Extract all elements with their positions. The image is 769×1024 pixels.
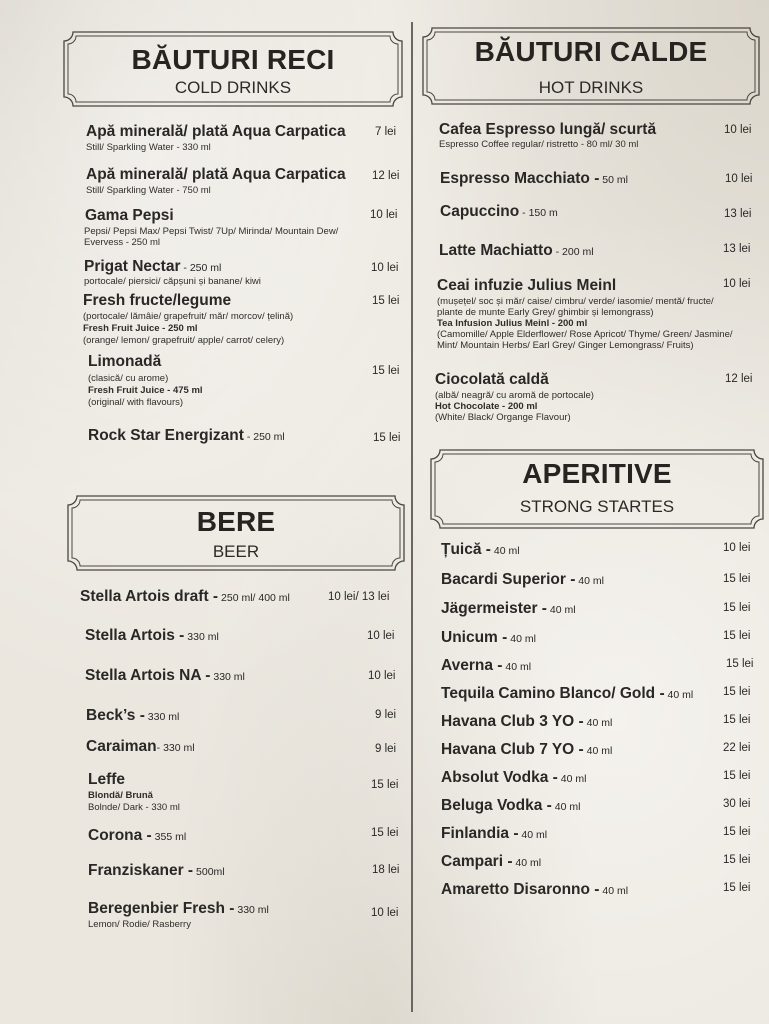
item-price: 15 lei — [723, 882, 751, 894]
item-name: Unicum - 40 ml — [441, 629, 536, 646]
section-subtitle: BEER — [212, 542, 260, 561]
item-price: 10 lei — [724, 124, 752, 136]
item-name: Absolut Vodka - 40 ml — [441, 769, 587, 786]
item-price: 15 lei — [723, 854, 751, 866]
item-description: Evervess - 250 ml — [84, 237, 161, 248]
item-description: Still/ Sparkling Water - 750 ml — [86, 185, 211, 196]
item-name: Prigat Nectar - 250 ml — [84, 258, 222, 275]
item-price: 10 lei — [368, 670, 396, 682]
item-price: 9 lei — [375, 709, 397, 721]
item-name: Havana Club 7 YO - 40 ml — [441, 741, 613, 758]
item-name: Caraiman- 330 ml — [86, 738, 195, 755]
item-name: Amaretto Disaronno - 40 ml — [441, 881, 629, 898]
item-price: 15 lei — [723, 686, 751, 698]
item-description: Bolnde/ Dark - 330 ml — [88, 802, 180, 813]
section-subtitle: STRONG STARTES — [519, 497, 675, 516]
item-price: 10 lei — [371, 262, 399, 274]
section-subtitle: COLD DRINKS — [174, 78, 292, 97]
item-name: Espresso Macchiato - 50 ml — [440, 170, 628, 187]
item-price: 12 lei — [725, 373, 753, 385]
item-price: 10 lei/ 13 lei — [328, 591, 390, 603]
item-name: Apă minerală/ plată Aqua Carpatica — [86, 166, 346, 183]
section-title: BĂUTURI RECI — [131, 44, 335, 75]
item-price: 10 lei — [367, 630, 395, 642]
item-price: 15 lei — [723, 630, 751, 642]
item-price: 15 lei — [372, 365, 400, 377]
item-price: 12 lei — [372, 170, 400, 182]
item-price: 30 lei — [723, 798, 751, 810]
cold-drinks-sign — [62, 30, 404, 108]
item-name: Ciocolată caldă — [435, 371, 549, 388]
item-price: 18 lei — [372, 864, 400, 876]
item-name: Corona - 355 ml — [88, 827, 187, 844]
item-name: Ceai infuzie Julius Meinl — [437, 277, 617, 294]
item-name: Campari - 40 ml — [441, 853, 542, 870]
item-description: Still/ Sparkling Water - 330 ml — [86, 142, 211, 153]
item-name: Apă minerală/ plată Aqua Carpatica — [86, 123, 346, 140]
item-name: Limonadă — [88, 353, 162, 370]
item-name: Beck’s - 330 ml — [86, 707, 180, 724]
item-name: Capuccino - 150 m — [440, 203, 558, 220]
item-description: Hot Chocolate - 200 ml — [435, 401, 538, 412]
item-description: (albă/ neagră/ cu aromă de portocale) — [435, 390, 594, 401]
item-price: 7 lei — [375, 126, 397, 138]
item-price: 22 lei — [723, 742, 751, 754]
item-description: (Camomille/ Apple Elderflower/ Rose Apricot/ Thyme/ Green/ Jasmine/ — [437, 329, 733, 340]
item-price: 15 lei — [723, 770, 751, 782]
item-price: 10 lei — [370, 209, 398, 221]
item-description: (mușețel/ soc și măr/ caise/ cimbru/ verde/ iasomie/ mentă/ fructe/ — [437, 296, 714, 307]
item-price: 15 lei — [723, 826, 751, 838]
item-price: 10 lei — [371, 907, 399, 919]
item-name: Havana Club 3 YO - 40 ml — [441, 713, 613, 730]
section-title: BERE — [196, 506, 276, 537]
item-name: Cafea Espresso lungă/ scurtă — [439, 121, 657, 138]
item-description: (clasică/ cu arome) — [88, 373, 169, 384]
item-description: Fresh Fruit Juice - 250 ml — [83, 323, 198, 334]
item-name: Leffe — [88, 771, 126, 788]
item-name: Stella Artois draft - 250 ml/ 400 ml — [80, 588, 290, 605]
item-description: (orange/ lemon/ grapefruit/ apple/ carrot/ celery) — [83, 335, 285, 346]
item-price: 10 lei — [725, 173, 753, 185]
item-price: 9 lei — [375, 743, 397, 755]
item-description: (portocale/ lămâie/ grapefruit/ măr/ morcov/ țelină) — [83, 311, 294, 322]
item-description: Mint/ Mountain Herbs/ Earl Grey/ Ginger Lemongrass/ Fruits) — [437, 340, 694, 351]
item-description: (White/ Black/ Organge Flavour) — [435, 412, 571, 423]
item-description: Tea Infusion Julius Meinl - 200 ml — [437, 318, 588, 329]
item-name: Finlandia - 40 ml — [441, 825, 548, 842]
item-price: 15 lei — [372, 295, 400, 307]
hot-drinks-sign — [421, 26, 761, 106]
item-price: 13 lei — [723, 243, 751, 255]
item-price: 10 lei — [723, 542, 751, 554]
item-name: Bacardi Superior - 40 ml — [441, 571, 604, 588]
item-description: Espresso Coffee regular/ ristretto - 80 ml/ 30 ml — [439, 139, 639, 150]
item-name: Jägermeister - 40 ml — [441, 600, 576, 617]
section-title: APERITIVE — [522, 458, 672, 489]
item-name: Stella Artois - 330 ml — [85, 627, 219, 644]
item-name: Țuică - 40 ml — [441, 541, 520, 558]
item-price: 15 lei — [723, 573, 751, 585]
aperitive-sign — [429, 448, 765, 530]
column-divider — [411, 22, 413, 1012]
item-price: 15 lei — [723, 714, 751, 726]
item-name: Latte Machiatto - 200 ml — [439, 242, 594, 259]
item-name: Fresh fructe/legume — [83, 292, 232, 309]
item-price: 15 lei — [371, 827, 399, 839]
item-price: 15 lei — [726, 658, 754, 670]
section-subtitle: HOT DRINKS — [538, 78, 644, 97]
item-price: 13 lei — [724, 208, 752, 220]
item-name: Beluga Vodka - 40 ml — [441, 797, 581, 814]
item-price: 15 lei — [723, 602, 751, 614]
section-title: BĂUTURI CALDE — [474, 36, 708, 67]
item-description: Lemon/ Rodie/ Rasberry — [88, 919, 191, 930]
item-price: 15 lei — [373, 432, 401, 444]
item-name: Beregenbier Fresh - 330 ml — [88, 900, 269, 917]
item-description: (original/ with flavours) — [88, 397, 184, 408]
item-name: Rock Star Energizant - 250 ml — [88, 427, 285, 444]
item-name: Averna - 40 ml — [441, 657, 532, 674]
item-description: Fresh Fruit Juice - 475 ml — [88, 385, 203, 396]
item-name: Franziskaner - 500ml — [88, 862, 225, 879]
item-name: Tequila Camino Blanco/ Gold - 40 ml — [441, 685, 694, 702]
item-name: Gama Pepsi — [85, 207, 174, 224]
item-description: plante de munte Early Grey/ ghimbir și lemongrass) — [437, 307, 654, 318]
item-price: 15 lei — [371, 779, 399, 791]
item-price: 10 lei — [723, 278, 751, 290]
beer-sign — [66, 494, 406, 572]
item-name: Stella Artois NA - 330 ml — [85, 667, 245, 684]
item-description: portocale/ piersici/ căpșuni și banane/ kiwi — [84, 276, 261, 287]
item-description: Blondă/ Brună — [88, 790, 153, 801]
item-description: Pepsi/ Pepsi Max/ Pepsi Twist/ 7Up/ Mirinda/ Mountain Dew/ — [84, 226, 339, 237]
